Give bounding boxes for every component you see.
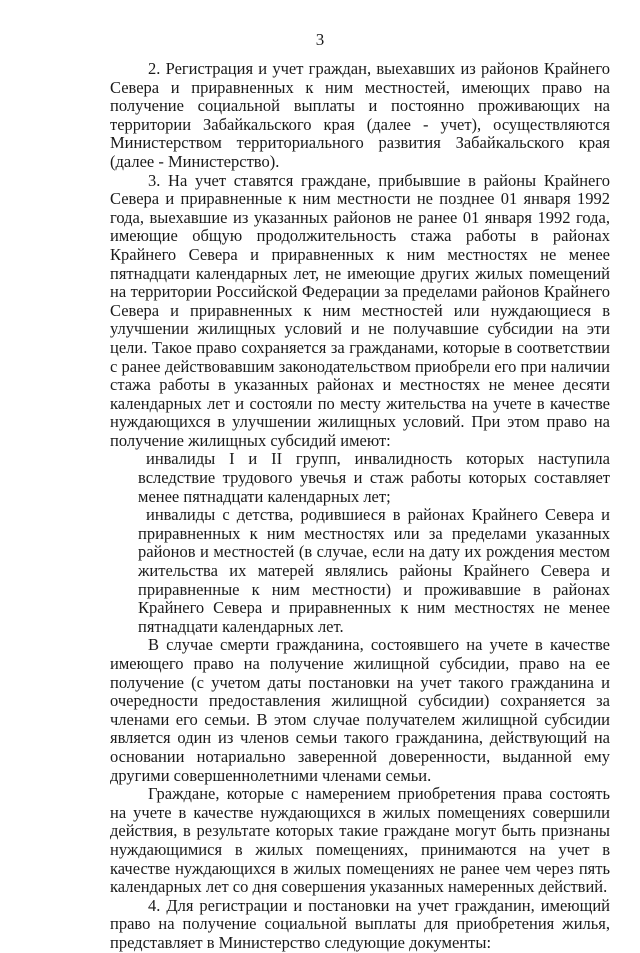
paragraph-intentional-actions: Граждане, которые с намерением приобретения права состоять на учете в качестве нуждающихся в жилых помещениях совершили действия, в результате которых такие граждане могут быть признаны нуждающимися в жилых помещениях, принимаются на учет в качестве нуждающихся в жилых помещениях не ранее чем через пять календарных лет со дня совершения указанных намеренных действий. [110, 784, 610, 897]
page-number: 3 [315, 30, 325, 49]
paragraph-2: 2. Регистрация и учет граждан, выехавших из районов Крайнего Севера и приравненных к ним местностей, имеющих право на получение социальной выплаты и постоянно проживающих на территории Забайкальского края (далее - учет), осуществляются Министерством территориального развития Забайкальского края (далее - Министерство). [110, 59, 610, 171]
paragraph-3: 3. На учет ставятся граждане, прибывшие в районы Крайнего Севера и приравненные к ним местности не позднее 01 января 1992 года, выехавшие из указанных районов не ранее 01 января 1992 года, имеющие общую продолжительность стажа работы в районах Крайнего Севера и приравненных к ним местностях не менее пятнадцати календарных лет, не имеющие других жилых помещений на территории Российской Федерации за пределами районов Крайнего Севера и приравненных к ним местностей или нуждающиеся в улучшении жилищных условий и не получавшие субсидии на эти цели. Такое право сохраняется за гражданами, которые в соответствии с ранее действовавшим законодательством приобрели его при наличии стажа работы в указанных районах и местностях не менее десяти календарных лет и состояли по месту жительства на учете в качестве нуждающихся в улучшении жилищных условий. При этом право на получение жилищных субсидий имеют: [110, 170, 610, 450]
document-body [110, 60, 610, 953]
list-item-disabled-since-childhood: инвалиды с детства, родившиеся в районах Крайнего Севера и приравненных к ним местностях или за пределами указанных районов и местностей (в случае, если на дату их рождения местом жительства их матерей являлись районы Крайнего Севера и приравненные к ним местности) и проживавшие в районах Крайнего Севера и приравненных к ним местностях не менее пятнадцати календарных лет. [138, 505, 610, 636]
list-item-disabled-groups: инвалиды I и II групп, инвалидность которых наступила вследствие трудового увечья и стаж работы которых составляет менее пятнадцати календарных лет; [138, 449, 610, 506]
paragraph-4: 4. Для регистрации и постановки на учет гражданин, имеющий право на получение социальной выплаты для приобретения жилья, представляет в Министерство следующие документы: [110, 895, 610, 952]
paragraph-death-case: В случае смерти гражданина, состоявшего на учете в качестве имеющего право на получение жилищной субсидии, право на ее получение (с учетом даты постановки на учет такого гражданина и очередности предоставления жилищной субсидии) сохраняется за членами его семьи. В этом случае получателем жилищной субсидии является один из членов семьи такого гражданина, действующий на основании нотариально заверенной доверенности, выданной ему другими совершеннолетними членами семьи. [110, 635, 610, 785]
